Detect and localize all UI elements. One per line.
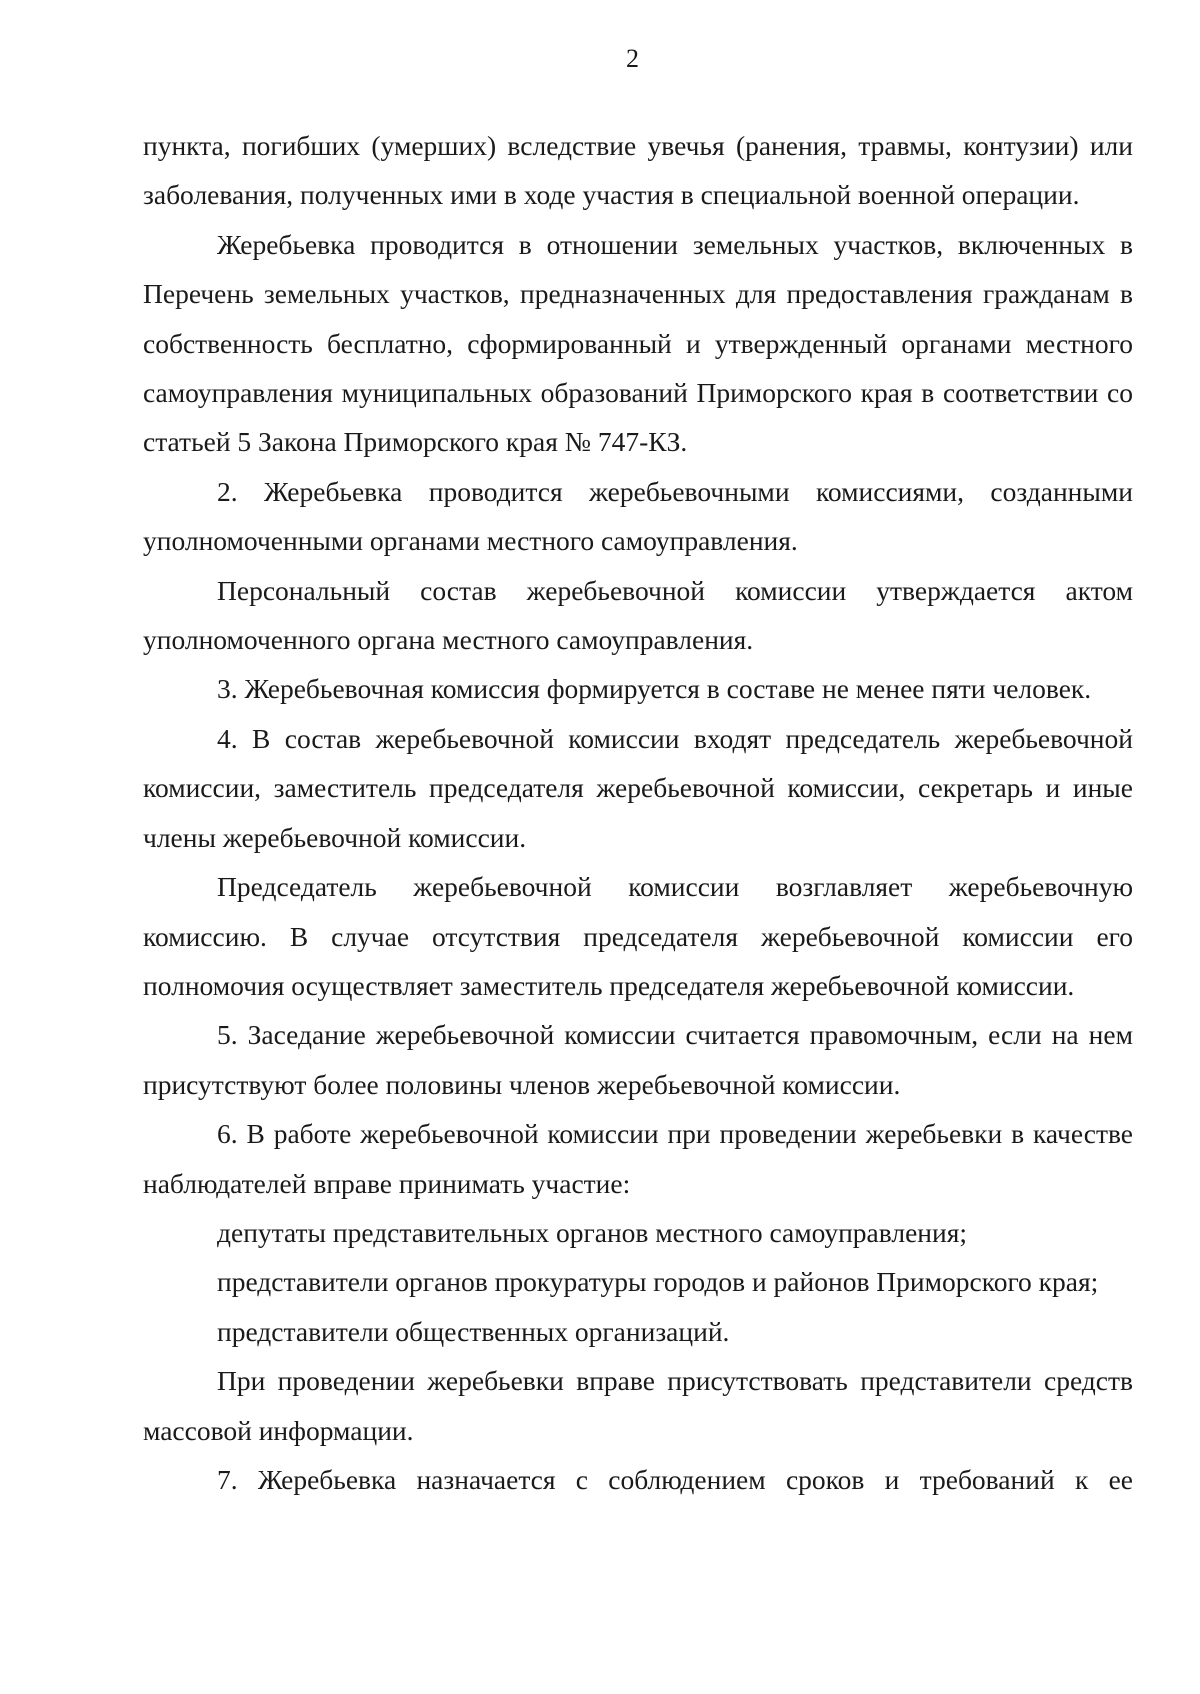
paragraph-continuation: пункта, погибших (умерших) вследствие увечья (ранения, травмы, контузии) или заболевания, полученных ими в ходе участия в специальной военной операции. <box>143 130 1133 211</box>
document-body <box>143 121 1133 1504</box>
paragraph: Жеребьевка проводится в отношении земельных участков, включенных в Перечень земельных участков, предназначенных для предоставления гражданам в собственность бесплатно, сформированный и утвержденный органами местного самоуправления муниципальных образований Приморского края в соответствии со статьей 5 Закона Приморского края № 747-КЗ. <box>143 228 1133 458</box>
list-item: представители общественных организаций. <box>217 1315 730 1347</box>
page-number: 2 <box>626 44 639 73</box>
paragraph-item-7: 7. Жеребьевка назначается с соблюдением сроков и требований к ее <box>217 1463 1133 1495</box>
paragraph-item-6: 6. В работе жеребьевочной комиссии при проведении жеребьевки в качестве наблюдателей вправе принимать участие: <box>143 1118 1133 1199</box>
paragraph-item-3: 3. Жеребьевочная комиссия формируется в составе не менее пяти человек. <box>217 673 1092 705</box>
paragraph: При проведении жеребьевки вправе присутствовать представители средств массовой информации. <box>143 1365 1133 1446</box>
list-item: депутаты представительных органов местного самоуправления; <box>217 1216 968 1248</box>
paragraph: Председатель жеребьевочной комиссии возглавляет жеребьевочную комиссию. В случае отсутствия председателя жеребьевочной комиссии его полномочия осуществляет заместитель председателя жеребьевочной комиссии. <box>143 871 1133 1001</box>
list-item: представители органов прокуратуры городов и районов Приморского края; <box>217 1266 1099 1298</box>
paragraph-item-5: 5. Заседание жеребьевочной комиссии считается правомочным, если на нем присутствуют более половины членов жеребьевочной комиссии. <box>143 1019 1133 1100</box>
paragraph: Персональный состав жеребьевочной комиссии утверждается актом уполномоченного органа местного самоуправления. <box>143 574 1133 656</box>
paragraph-item-2: 2. Жеребьевка проводится жеребьевочными комиссиями, созданными уполномоченными органами местного самоуправления. <box>143 475 1133 557</box>
paragraph-item-4: 4. В состав жеребьевочной комиссии входят председатель жеребьевочной комиссии, заместитель председателя жеребьевочной комиссии, секретарь и иные члены жеребьевочной комиссии. <box>143 722 1133 853</box>
